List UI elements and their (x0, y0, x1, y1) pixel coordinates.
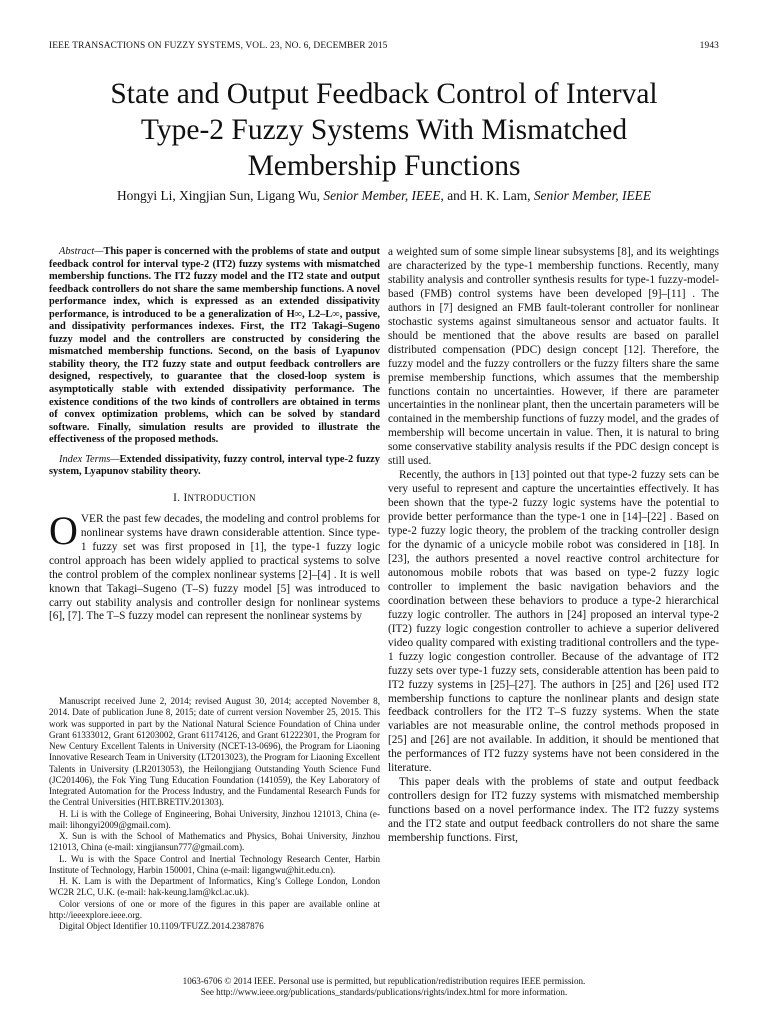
title-line-2: Type-2 Fuzzy Systems With Mismatched (140, 114, 628, 146)
copyright-notice (40, 976, 728, 999)
abstract (49, 246, 380, 447)
intro-text: the past few decades, the modeling and control problems for nonlinear systems have drawn considerable attention. Since type-1 fuzzy set was first proposed in [1], the type-1 fuzzy logic control approach has been widely applied to practical systems to solve the control problem of the complex nonlinear systems [2]–[4] . It is well known that Takagi–Sugeno (T–S) fuzzy model [5] was introduced to carry out stability analysis and controller design for nonlinear systems [6], [7]. The T–S fuzzy model can represent the nonlinear systems by (49, 512, 380, 623)
body-paragraph: a weighted sum of some simple linear subsystems [8], and its weightings are characterized by the type-1 membership functions. Recently, many stability analysis and controller synthesis results for type-1 fuzzy-model-based (FMB) control systems have been developed [9]–[11] . The authors in [7] designed an FMB fault-tolerant controller for nonlinear stochastic systems against simultaneous sensor and actuator faults. It should be mentioned that the above results are based on parallel distributed compensation (PDC) design concept [12]. Therefore, the fuzzy model and the fuzzy controllers or the fuzzy filters share the same premise membership functions, which assumes that the membership functions contain no uncertainties. However, if there are parameter uncertainties in the nonlinear plant, then the uncertain parameters will be contained in the membership functions of fuzzy model, and the grades of membership will become uncertain in value. Then, it is natural to bring some conservative stability analysis results if the PDC design concept is still used. (388, 246, 719, 468)
section-heading-introduction (49, 492, 380, 506)
abstract-lead: Abstract— (59, 246, 104, 257)
footnote-color-versions: Color versions of one or more of the figures in this paper are available online at http://ieeexplore.ieee.org. (49, 898, 380, 920)
left-column (49, 246, 380, 624)
section-initial: I (183, 491, 188, 504)
footnote-author-wu: L. Wu is with the Space Control and Inertial Technology Research Center, Harbin Institute of Technology, Harbin 150001, China (e-mail: ligangwu@hit.edu.cn). (49, 853, 380, 875)
index-terms (49, 454, 380, 479)
body-paragraph: Recently, the authors in [13] pointed out that type-2 fuzzy sets can be very useful to represent and capture the uncertainties effectively. It has been shown that the type-2 fuzzy logic systems have the potential to provide better performance than the type-1 one in [14]–[22] . Based on type-2 fuzzy logic theory, the problem of the tracking controller design for the dynamic of a unicycle mobile robot was considered in [18]. In [23], the authors presented a novel reactive control architecture for autonomous mobile robots that was based on type-2 fuzzy logic controller to implement the basic navigation behaviors and the coordination between these behaviors to produce a type-2 hierarchical fuzzy logic controller. The authors in [24] proposed an interval type-2 (IT2) fuzzy logic congestion controller to achieve a superior delivered video quality compared with existing traditional controllers and the type-1 fuzzy logic congestion controller. Because of the advantage of IT2 fuzzy sets over type-1 fuzzy sets, considerable attention has been paid to IT2 fuzzy systems in [25]–[27]. The authors in [25] and [26] used IT2 membership functions to capture the nonlinear plants and design state feedback controllers for the IT2 T–S fuzzy systems. When the state variables are not measurable online, the control methods proposed in [25] and [26] are not available. In addition, it should be mentioned that the performances of IT2 fuzzy systems have not been considered in the literature. (388, 469, 719, 775)
intro-paragraph (49, 507, 380, 625)
intro-caps: VER (80, 512, 104, 525)
running-head (49, 41, 719, 51)
page-number: 1943 (699, 41, 719, 51)
footnote-author-li: H. Li is with the College of Engineering, Bohai University, Jinzhou 121013, China (e-mail: lihongyi2009@gmail.com). (49, 808, 380, 830)
index-terms-text: Extended dissipativity, fuzzy control, interval type-2 fuzzy system, Lyapunov stability theory. (49, 453, 380, 478)
title-line-3: Membership Functions (247, 150, 521, 182)
author-list (40, 188, 728, 204)
abstract-text: This paper is concerned with the problems of state and output feedback control for interval type-2 (IT2) fuzzy systems with mismatched membership functions. The IT2 fuzzy model and the IT2 state and output feedback controllers do not share the same membership functions. A novel performance index, which is expressed as an extended dissipativity performance, is introduced to be a generalization of H∞, L2–L∞, passive, and dissipativity performances indexes. First, the IT2 Takagi–Sugeno fuzzy model and the controllers are constructed by considering the mismatched membership functions. Second, on the basis of Lyapunov stability theory, the IT2 fuzzy state and output feedback controllers are designed, respectively, to guarantee that the closed-loop system is asymptotically stable with extended dissipativity performance. The existence conditions of the two kinds of controllers are obtained in terms of convex optimization problems, which can be solved by standard software. Finally, simulation results are provided to illustrate the effectiveness of the proposed methods. (49, 246, 380, 446)
copyright-line-2: See http://www.ieee.org/publications_standards/publications/rights/index.html for more information. (200, 987, 568, 998)
section-title-rest: NTRODUCTION (187, 492, 256, 503)
body-paragraph: This paper deals with the problems of state and output feedback controllers design for IT2 fuzzy systems with mismatched membership functions based on a novel performance index. The IT2 fuzzy systems and the IT2 state and output feedback controllers do not share the same membership functions. First, (388, 776, 719, 845)
authors-part-2: , and H. K. Lam, (440, 188, 534, 203)
journal-name: IEEE TRANSACTIONS ON FUZZY SYSTEMS, VOL. 23, NO. 6, DECEMBER 2015 (49, 41, 388, 51)
paper-title (40, 76, 728, 184)
footnote-author-lam: H. K. Lam is with the Department of Informatics, King’s College London, London WC2R 2LC, U.K. (e-mail: hak-keung.lam@kcl.ac.uk). (49, 876, 380, 898)
drop-cap: O (49, 507, 78, 553)
footnotes (49, 696, 380, 932)
footnote-manuscript: Manuscript received June 2, 2014; revised August 30, 2014; accepted November 8, 2014. Date of publication June 8, 2015; date of current version November 25, 2015. This work was supported in part by the National Natural Science Foundation of China under Grant 61333012, Grant 61203002, Grant 61174126, and Grant 61222301, the Program for New Century Excellent Talents in University (NCET-13-0696), the Program for Liaoning Innovative Research Team in University (LT2013023), the Program for Liaoning Excellent Talents in University (LR2013053), the Heilongjiang Outstanding Youth Science Fund (JC201406), the Fok Ying Tung Education Foundation (141059), the Key Laboratory of Integrated Automation for the Process Industry, and the Fundamental Research Funds for the Central Universities (HIT.BRETIV.201303). (49, 696, 380, 808)
section-number: I. (173, 491, 184, 504)
author-role-1: Senior Member, IEEE (323, 188, 441, 203)
copyright-line-1: 1063-6706 © 2014 IEEE. Personal use is permitted, but republication/redistribution requires IEEE permission. (182, 976, 586, 986)
footnote-doi: Digital Object Identifier 10.1109/TFUZZ.2014.2387876 (59, 921, 264, 931)
index-terms-lead: Index Terms— (59, 453, 120, 465)
right-column (388, 246, 719, 846)
authors-part-1: Hongyi Li, Xingjian Sun, Ligang Wu, (116, 188, 324, 203)
author-role-2: Senior Member, IEEE (533, 188, 651, 203)
footnote-author-sun: X. Sun is with the School of Mathematics and Physics, Bohai University, Jinzhou 121013, China (e-mail: xingjiansun777@gmail.com). (49, 831, 380, 853)
title-line-1: State and Output Feedback Control of Interval (110, 78, 658, 110)
